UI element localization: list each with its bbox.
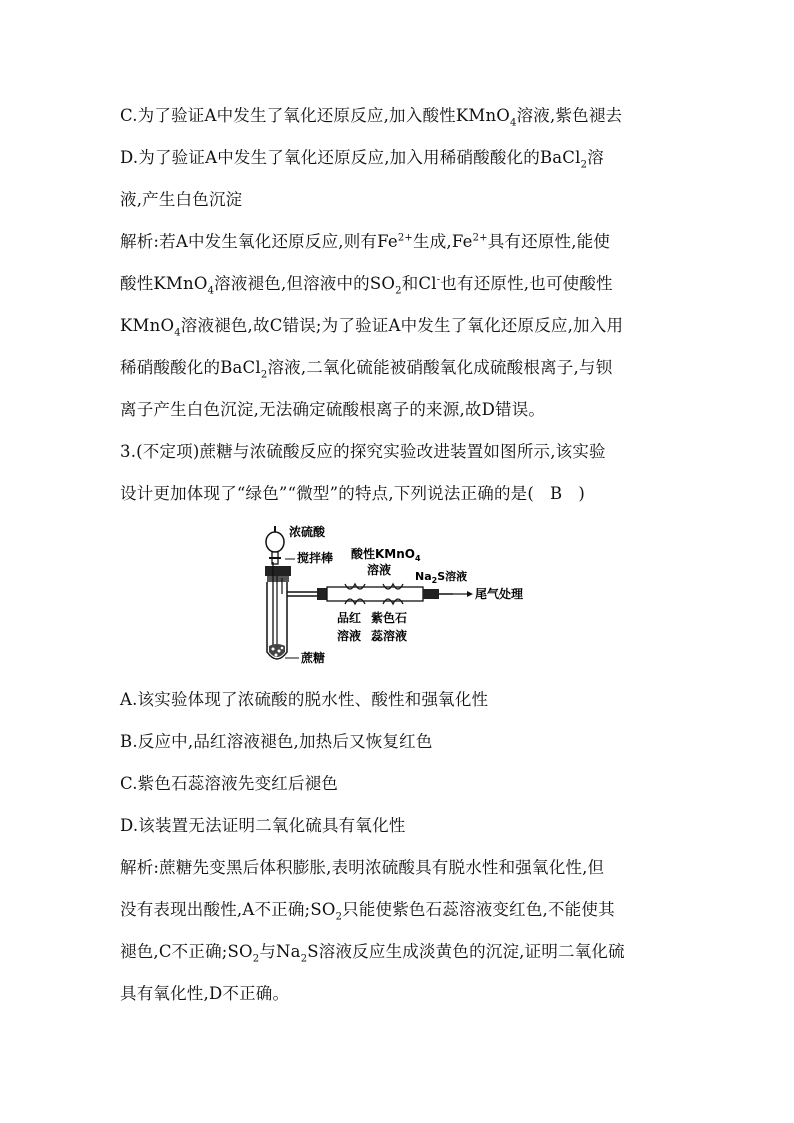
option-c-prev: C.为了验证A中发生了氧化还原反应,加入酸性KMnO$_4$溶液,紫色褪去 xyxy=(120,106,623,129)
label-tail-gas: 尾气处理 xyxy=(475,587,524,601)
analysis-1-line: KMnO$_4$溶液褪色,故C错误;为了验证A中发生了氧化还原反应,加入用 xyxy=(120,316,624,339)
analysis-2-line: 褪色,C不正确$;SO_2$与$Na_2S$溶液反应生成淡黄色的沉淀,证明二氧化硫 xyxy=(120,942,625,965)
analysis-2-line: 解析:蔗糖先变黑后体积膨胀,表明浓硫酸具有脱水性和强氧化性,但 xyxy=(120,858,605,877)
analysis-2-line: 具有氧化性,D不正确。 xyxy=(120,984,290,1003)
label-sucrose: 蔗糖 xyxy=(301,651,326,665)
option-d-prev-cont: 液,产生白色沉淀 xyxy=(120,190,243,209)
label-stirrer: 搅拌棒 xyxy=(297,551,334,565)
label-pinhong: 品红 xyxy=(337,611,362,625)
analysis-1-line: 离子产生白色沉淀,无法确定硫酸根离子的来源,故D错误。 xyxy=(120,400,546,419)
label-pinhong-solution: 溶液 xyxy=(337,629,362,643)
label-litmus-solution: 蕊溶液 xyxy=(371,629,408,643)
analysis-1-line: 酸性KMnO$_4$溶液褪色,但溶液中的$SO_2$和Cl-也有还原性,也可使酸性 xyxy=(120,274,613,297)
answer: B xyxy=(550,484,563,503)
analysis-1-line: 解析:若A中发生氧化还原反应,则有$Fe^{2+}$生成$,Fe^{2+}$具有还原性,能使 xyxy=(120,232,611,251)
label-kmno4-solution: 溶液 xyxy=(367,563,392,577)
analysis-1-line: 稀硝酸酸化的BaCl$_2$溶液,二氧化硫能被硝酸氧化成硫酸根离子,与钡 xyxy=(120,358,613,381)
label-na2s: $Na_2S$溶液 xyxy=(415,570,468,585)
option-b: B.反应中,品红溶液褪色,加热后又恢复红色 xyxy=(120,732,433,751)
question-3-stem: 3.(不定项)蔗糖与浓硫酸反应的探究实验改进装置如图所示,该实验 xyxy=(120,442,606,461)
analysis-2-line: 没有表现出酸性,A不正确$;SO_2$只能使紫色石蕊溶液变红色,不能使其 xyxy=(120,900,615,923)
option-a: A.该实验体现了浓硫酸的脱水性、酸性和强氧化性 xyxy=(120,690,489,709)
question-3-stem-cont: 设计更加体现了“绿色”“微型”的特点,下列说法正确的是( B ) xyxy=(120,484,585,503)
option-d-prev: D.为了验证A中发生了氧化还原反应,加入用稀硝酸酸化的BaCl$_2$溶 xyxy=(120,148,604,171)
label-litmus: 紫色石 xyxy=(371,611,408,625)
label-conc-acid: 浓硫酸 xyxy=(289,525,326,539)
option-d: D.该装置无法证明二氧化硫具有氧化性 xyxy=(120,816,406,835)
option-c: C.紫色石蕊溶液先变红后褪色 xyxy=(120,774,339,793)
apparatus-figure xyxy=(255,518,545,670)
label-kmno4: 酸性KMnO$_4$ xyxy=(351,547,421,563)
